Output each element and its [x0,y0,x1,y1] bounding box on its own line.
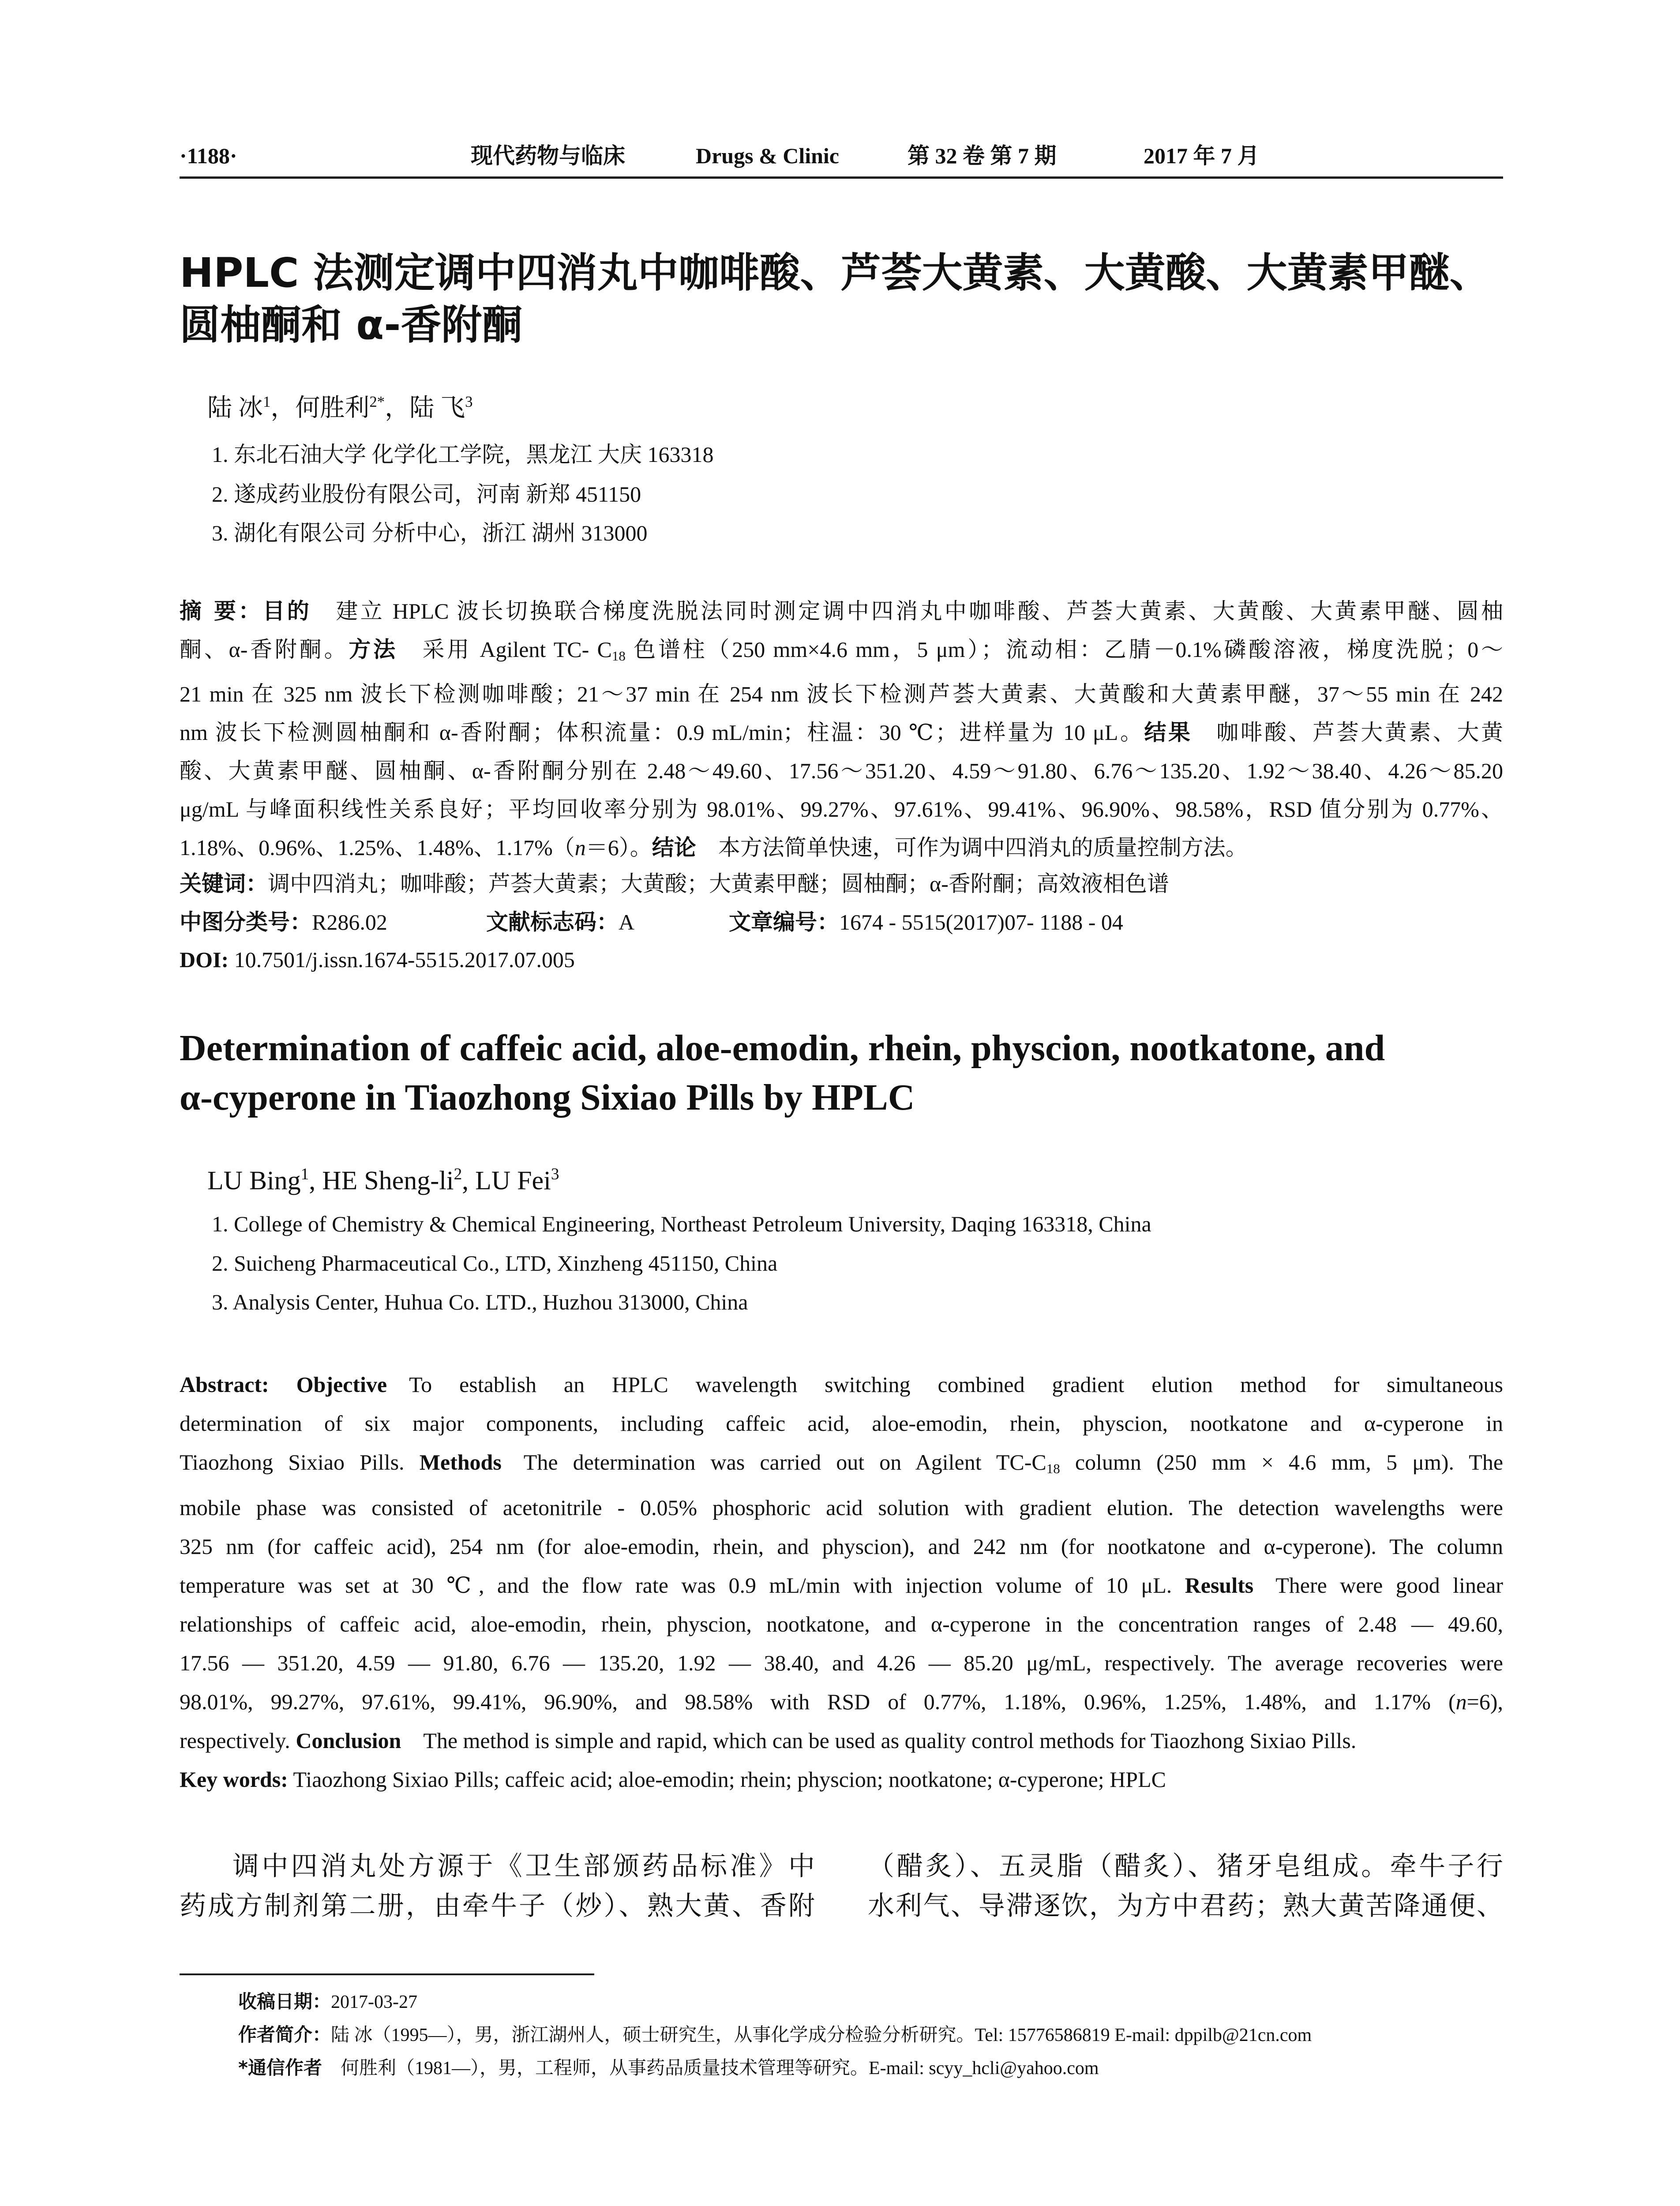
abstract-text: 1.18%、0.96%、1.25%、1.48%、1.17%（ [180,835,575,860]
doc-code-value: A [619,910,635,934]
received-date: 2017-03-27 [331,1992,417,2012]
affil-mark: 2* [369,393,385,411]
author-bio-label: 作者简介： [238,2024,331,2045]
methods-label: 方法 [349,637,398,662]
article-no-label: 文章编号： [729,909,839,935]
en-title-line: Determination of caffeic acid, aloe-emodin, rhein, physcion, nootkatone, and [180,1028,1385,1069]
keywords-label: Key words: [180,1767,288,1792]
results-label: Results [1185,1572,1254,1598]
doc-code-label: 文献标志码： [486,909,619,935]
conclusion-label: Conclusion [296,1728,401,1753]
en-title [180,1024,1525,1122]
body-column-left [180,1846,815,1926]
body-text-line: 水利气、导滞逐饮，为方中君药；熟大黄苦降通便、 [868,1891,1503,1921]
abstract-text: The method is simple and rapid, which can be used as quality control methods for Tiaozhong Sixiao Pills. [423,1728,1357,1753]
abstract-text: 建立 HPLC 波长切换联合梯度洗脱法同时测定调中四消丸中咖啡酸、芦荟大黄素、大黄酸、大黄素甲醚、圆柚 [334,599,1503,623]
abstract-text: 咖啡酸、芦荟大黄素、大黄 [1214,720,1503,745]
abstract-text: 酮、α-香附酮。 [180,637,349,662]
en-affiliation: 3. Analysis Center, Huhua Co. LTD., Huzhou 313000, China [212,1290,748,1314]
affil-mark: 3 [551,1165,559,1183]
cn-title-line: 圆柚酮和 α-香附酮 [180,301,523,349]
article-no-value: 1674 - 5515(2017)07- 1188 - 04 [839,910,1123,934]
author-name: , LU Fei [462,1166,551,1195]
en-abstract [180,1365,1503,1799]
body-text-line: 药成方制剂第二册，由牵牛子（炒）、熟大黄、香附 [180,1891,815,1921]
abstract-text: Tiaozhong Sixiao Pills. [180,1450,405,1474]
objective-label: 目的 [262,598,312,624]
abstract-text: ＝6）。 [585,835,652,860]
abstract-text: temperature was set at 30 ℃, and the flow rate was 0.9 mL/min with injection volume of 10 μL. [180,1572,1172,1598]
author-name: ，陆 飞 [385,394,465,422]
en-affiliation: 2. Suicheng Pharmaceutical Co., LTD, Xinzheng 451150, China [212,1251,778,1276]
body-text-line: 调中四消丸处方源于《卫生部颁药品标准》中 [232,1852,815,1881]
journal-volume: 第 32 卷 第 7 期 [908,143,1057,168]
corresponding-author: 何胜利（1981—），男，工程师，从事药品质量技术管理等研究。E-mail: scyy_hcli@yahoo.com [340,2058,1099,2078]
cn-title [180,247,1525,351]
abstract-text: 325 nm (for caffeic acid), 254 nm (for aloe-emodin, rhein, and physcion), and 242 nm (for nootkatone and α-cyperone). The column [180,1534,1503,1559]
footnotes [238,1985,1518,2085]
keywords-text: Tiaozhong Sixiao Pills; caffeic acid; aloe-emodin; rhein; physcion; nootkatone; α-cyperone; HPLC [293,1767,1166,1792]
abstract-text: There were good linear [1275,1572,1503,1598]
cn-affiliation: 1. 东北石油大学 化学化工学院，黑龙江 大庆 163318 [212,442,714,467]
body-column-right [868,1846,1503,1926]
abstract-text: =6), [1466,1689,1503,1714]
keywords-text: 调中四消丸；咖啡酸；芦荟大黄素；大黄酸；大黄素甲醚；圆柚酮；α-香附酮；高效液相色谱 [268,871,1169,896]
n-symbol: n [574,835,586,860]
abstract-label: Abstract: [180,1372,269,1397]
cn-title-line: HPLC 法测定调中四消丸中咖啡酸、芦荟大黄素、大黄酸、大黄素甲醚、 [180,249,1490,296]
abstract-text: 17.56 — 351.20, 4.59 — 91.80, 6.76 — 135.20, 1.92 — 38.40, and 4.26 — 85.20 μg/mL, respectively. The average recoveries were [180,1650,1503,1675]
cn-affiliation: 3. 湖化有限公司 分析中心，浙江 湖州 313000 [212,521,648,545]
conclusion-label: 结论 [652,834,696,860]
abstract-text: determination of six major components, including caffeic acid, aloe-emodin, rhein, physcion, nootkatone and α-cyperone in [180,1411,1503,1436]
methods-label: Methods [419,1450,502,1474]
clc-value: R286.02 [312,910,387,934]
n-symbol: n [1455,1689,1467,1714]
clc-label: 中图分类号： [180,909,312,935]
received-label: 收稿日期： [238,1991,331,2012]
abstract-text: μg/mL 与峰面积线性关系良好；平均回收率分别为 98.01%、99.27%、97.61%、99.41%、96.90%、98.58%，RSD 值分别为 0.77%、 [180,796,1503,822]
body-text-line: （醋炙）、五灵脂（醋炙）、猪牙皂组成。牵牛子行 [868,1852,1503,1881]
cn-abstract [180,592,1503,867]
abstract-text: 98.01%, 99.27%, 97.61%, 99.41%, 96.90%, and 98.58% with RSD of 0.77%, 1.18%, 0.96%, 1.25%, 1.48%, and 1.17% ( [180,1689,1456,1714]
abstract-text: 21 min 在 325 nm 波长下检测咖啡酸；21～37 min 在 254 nm 波长下检测芦荟大黄素、大黄酸和大黄素甲醚，37～55 min 在 242 [180,681,1503,706]
affil-mark: 1 [263,393,271,411]
corresponding-label: *通信作者 [238,2057,322,2078]
header-rule [180,176,1503,179]
abstract-text: To establish an HPLC wavelength switching combined gradient elution method for simultaneous [409,1372,1503,1397]
objective-label: Objective [296,1372,387,1397]
author-name: , HE Sheng-li [309,1166,454,1195]
abstract-text: column (250 mm × 4.6 mm, 5 μm). The [1060,1450,1504,1474]
affil-mark: 1 [300,1165,309,1183]
journal-date: 2017 年 7 月 [1144,143,1260,168]
cn-affiliation: 2. 遂成药业股份有限公司，河南 新郑 451150 [212,482,641,506]
doi-value: 10.7501/j.issn.1674-5515.2017.07.005 [234,947,575,972]
journal-name-cn: 现代药物与临床 [471,143,625,169]
abstract-text: respectively. [180,1728,290,1753]
cn-keywords [180,868,1503,899]
en-affiliation: 1. College of Chemistry & Chemical Engineering, Northeast Petroleum University, Daqing 163318, China [212,1212,1151,1236]
abstract-text: 本方法简单快速，可作为调中四消丸的质量控制方法。 [718,835,1248,860]
abstract-text: The determination was carried out on Agilent TC-C [523,1450,1046,1474]
running-header [180,140,1503,171]
author-name: LU Bing [207,1166,301,1195]
cn-authors [207,388,472,424]
abstract-text: relationships of caffeic acid, aloe-emodin, rhein, physcion, nootkatone, and α-cyperone in the concentration ranges of 2.48 — 49.60, [180,1611,1503,1636]
en-authors [207,1165,559,1196]
abstract-text: nm 波长下检测圆柚酮和 α-香附酮；体积流量：0.9 mL/min；柱温：30 ℃；进样量为 10 μL。 [180,720,1144,745]
abstract-text: 酸、大黄素甲醚、圆柚酮、α-香附酮分别在 2.48～49.60、17.56～351.20、4.59～91.80、6.76～135.20、1.92～38.40、4.26～85.20 [180,758,1503,783]
doi-label: DOI: [180,947,229,972]
keywords-label: 关键词： [180,871,268,897]
author-name: 陆 冰 [207,394,263,422]
affil-mark: 2 [454,1165,462,1183]
subscript: 18 [611,648,626,664]
subscript: 18 [1046,1460,1060,1476]
page-number: ·1188· [180,143,237,168]
abstract-text: 色谱柱（250 mm×4.6 mm，5 μm）；流动相：乙腈－0.1%磷酸溶液，梯度洗脱；0～ [625,637,1504,662]
abstract-label: 摘 要： [180,598,263,624]
journal-name-en: Drugs & Clinic [696,143,839,168]
abstract-text: mobile phase was consisted of acetonitrile - 0.05% phosphoric acid solution with gradient elution. The detection wavelengths were [180,1495,1503,1520]
results-label: 结果 [1144,719,1192,745]
author-bio: 陆 冰（1995—），男，浙江湖州人，硕士研究生，从事化学成分检验分析研究。Tel: 15776586819 E-mail: dppilb@21cn.com [331,2025,1312,2045]
doi-line [180,944,1503,975]
author-name: ，何胜利 [270,394,370,422]
affil-mark: 3 [465,393,473,411]
abstract-text: 采用 Agilent TC- C [420,637,612,662]
footnote-rule [180,1973,594,1975]
en-title-line: α-cyperone in Tiaozhong Sixiao Pills by HPLC [180,1077,915,1118]
